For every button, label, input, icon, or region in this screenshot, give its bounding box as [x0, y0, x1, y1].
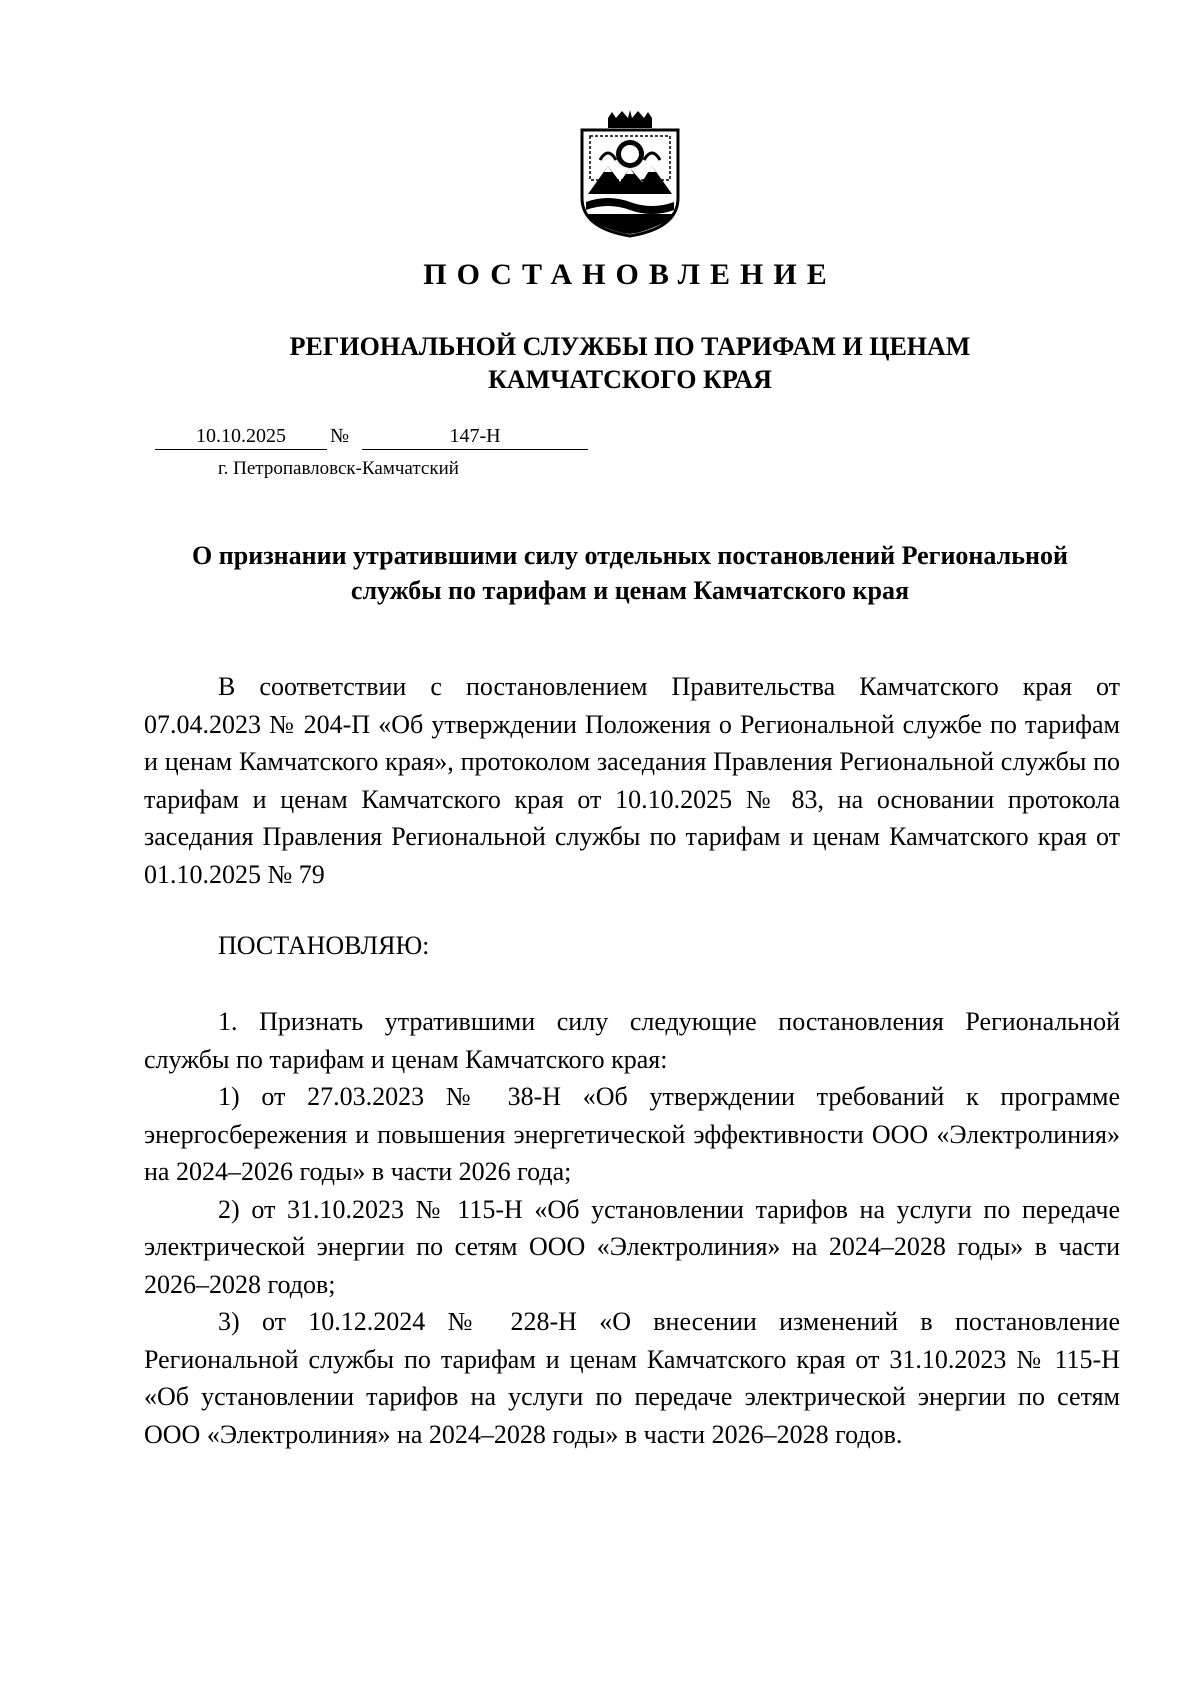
subitem-2: 2) от 31.10.2023 № 115-Н «Об установлении тарифов на услуги по передаче электрической энергии по сетям ООО «Электролиния» на 2024–2028 годы» в части 2026–2028 годов; [144, 1194, 1120, 1299]
document-type-heading: ПОСТАНОВЛЕНИЕ [423, 258, 837, 291]
subitem-1: 1) от 27.03.2023 № 38-Н «Об утверждении требований к программе энергосбережения и повышения энергетической эффективности ООО «Электролиния» на 2024–2026 годы» в части 2026 года; [144, 1082, 1120, 1186]
document-number: 147-Н [362, 425, 588, 450]
preamble-paragraph: В соответствии с постановлением Правительства Камчатского края от 07.04.2023 № 204-П «Об утверждении Положения о Региональной службе по тарифам и ценам Камчатского края», протоколом заседания Правления Региональной службы по тарифам и ценам Камчатского края от 10.10.2025 № 83, на основании протокола заседания Правления Региональной службы по тарифам и ценам Камчатского края от 01.10.2025 № 79 [144, 672, 1120, 889]
authority-line-2: КАМЧАТСКОГО КРАЯ [488, 365, 772, 394]
city-line: г. Петропавловск-Камчатский [218, 458, 459, 479]
document-title [0, 538, 1200, 608]
document-date: 10.10.2025 [155, 425, 327, 450]
number-sign: № [330, 425, 350, 447]
coat-of-arms-icon [578, 110, 682, 238]
title-line-1: О признании утратившими силу отдельных постановлений Региональной [192, 541, 1068, 570]
decree-word: ПОСТАНОВЛЯЮ: [218, 931, 430, 960]
resolution-items [144, 1003, 1120, 1453]
subitem-3: 3) от 10.12.2024 № 228-Н «О внесении изменений в постановление Региональной службы по тарифам и ценам Камчатского края от 31.10.2023 № 115-Н «Об установлении тарифов на услуги по передаче электрической энергии по сетям ООО «Электролиния» на 2024–2028 годы» в части 2026–2028 годов. [144, 1307, 1120, 1449]
item-1-paragraph: 1. Признать утратившими силу следующие постановления Региональной службы по тарифам и ценам Камчатского края: [144, 1007, 1120, 1074]
title-line-2: службы по тарифам и ценам Камчатского края [350, 576, 910, 605]
authority-line-1: РЕГИОНАЛЬНОЙ СЛУЖБЫ ПО ТАРИФАМ И ЦЕНАМ [289, 332, 971, 361]
issuing-authority [0, 330, 1200, 396]
